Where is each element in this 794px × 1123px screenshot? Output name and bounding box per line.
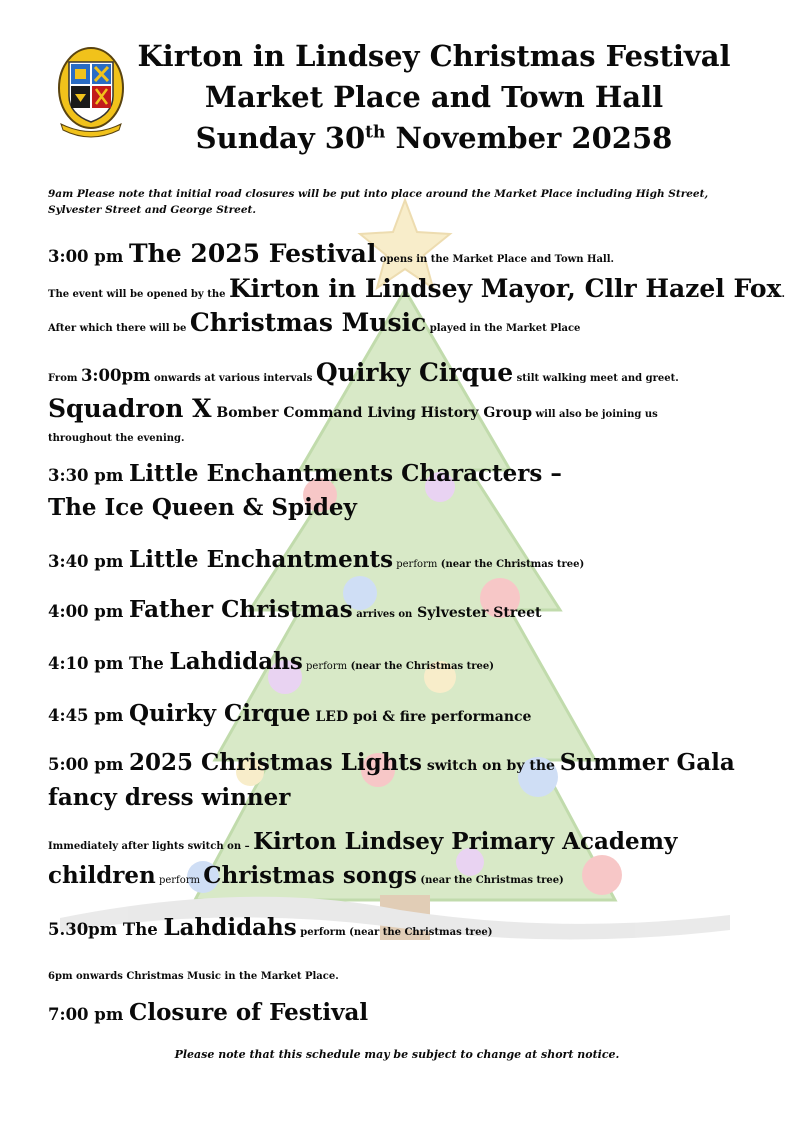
schedule-item: 3:30 pm Little Enchantments Characters –	[48, 460, 562, 487]
schedule-item-continued: fancy dress winner	[48, 784, 291, 811]
schedule-item: Immediately after lights switch on – Kirton Lindsey Primary Academy	[48, 828, 678, 855]
schedule-item-continued: throughout the evening.	[48, 433, 185, 444]
change-disclaimer: Please note that this schedule may be subject to change at short notice.	[174, 1048, 620, 1061]
schedule-item: 3:40 pm Little Enchantments perform (near the Christmas tree)	[48, 546, 585, 573]
schedule-item: From 3:00pm onwards at various intervals Quirky Cirque stilt walking meet and greet.	[48, 358, 679, 387]
schedule-item: Squadron X Bomber Command Living History Group will also be joining us	[48, 394, 658, 423]
schedule-item: After which there will be Christmas Music played in the Market Place	[48, 308, 581, 337]
festival-venue: Market Place and Town Hall	[204, 80, 664, 114]
schedule-item: 6pm onwards Christmas Music in the Market Place.	[48, 971, 339, 982]
poster-header	[130, 36, 738, 159]
schedule-item: 3:00 pm The 2025 Festival opens in the Market Place and Town Hall.	[48, 239, 615, 268]
schedule-item: 4:10 pm The Lahdidahs perform (near the Christmas tree)	[48, 648, 494, 675]
schedule-item: 5:00 pm 2025 Christmas Lights switch on by the Summer Gala	[48, 749, 735, 776]
schedule-item: 7:00 pm Closure of Festival	[48, 999, 369, 1026]
festival-date: Sunday 30th November 20258	[195, 121, 673, 155]
road-closure-notice: 9am Please note that initial road closures will be put into place around the Market Place including High Street, Sylvester Street and George Street.	[48, 188, 709, 216]
schedule-item: 4:00 pm Father Christmas arrives on Sylvester Street	[48, 596, 542, 623]
schedule-item: 4:45 pm Quirky Cirque LED poi & fire performance	[48, 700, 532, 727]
schedule-item-continued: children perform Christmas songs (near the Christmas tree)	[48, 862, 564, 889]
schedule-item: The event will be opened by the Kirton in Lindsey Mayor, Cllr Hazel Fox.	[48, 274, 785, 303]
schedule-item-continued: The Ice Queen & Spidey	[48, 494, 357, 521]
town-crest-icon	[55, 44, 127, 140]
festival-title: Kirton in Lindsey Christmas Festival	[137, 39, 731, 73]
schedule-item: 5.30pm The Lahdidahs perform (near the Christmas tree)	[48, 914, 493, 941]
